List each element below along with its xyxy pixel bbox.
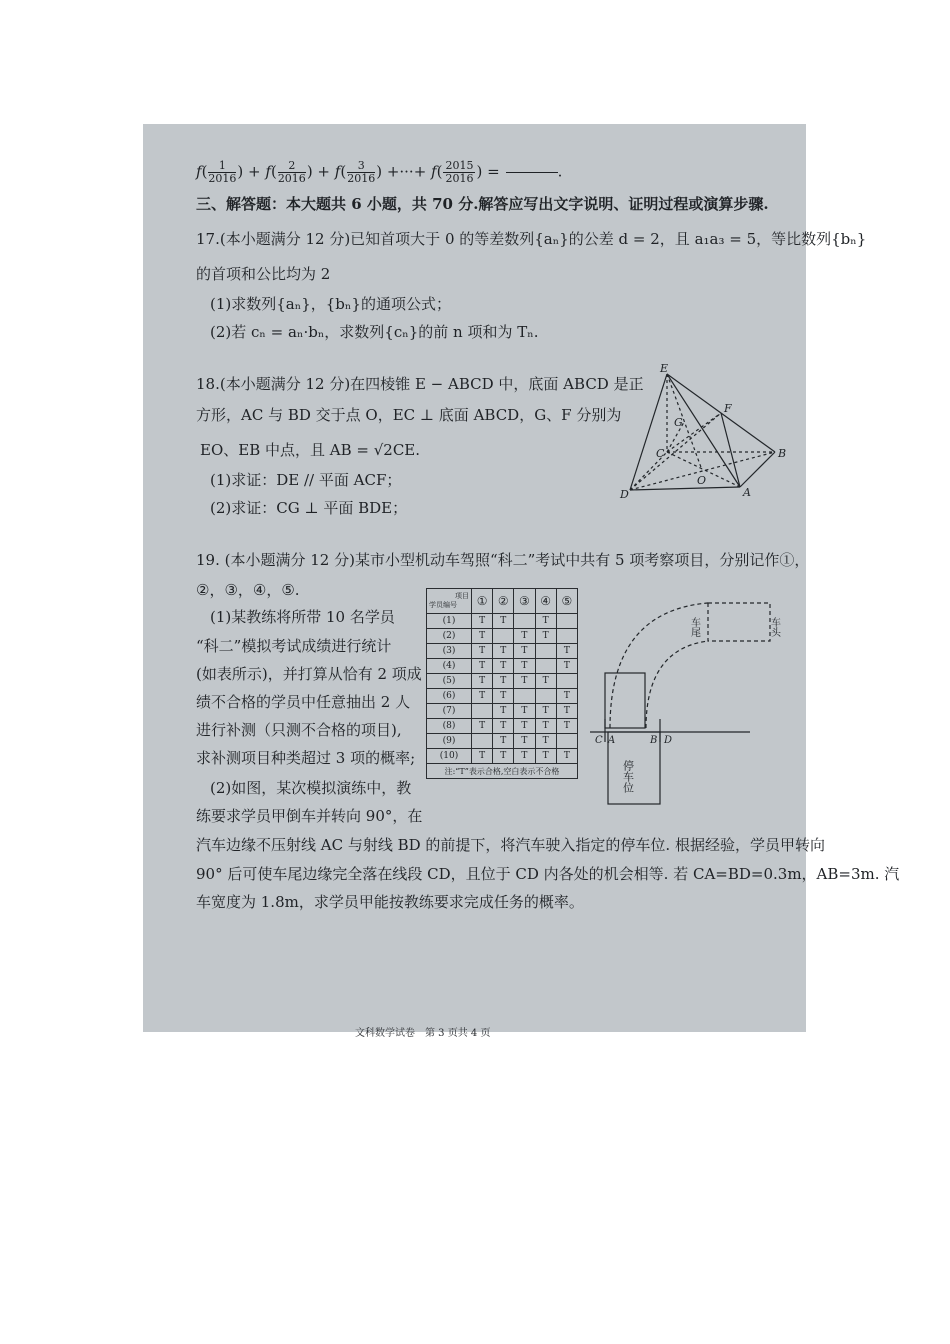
table-cell: T xyxy=(493,614,514,629)
table-row xyxy=(427,629,578,644)
header-corner xyxy=(427,589,472,614)
table-cell xyxy=(472,734,493,749)
table-note: 注:“T”表示合格,空白表示不合格 xyxy=(427,764,578,779)
row-id: (10) xyxy=(427,749,472,764)
table-row xyxy=(427,704,578,719)
table-cell: T xyxy=(556,719,577,734)
fraction: $\frac{2}{2016}$ xyxy=(277,159,306,185)
table-cell xyxy=(556,614,577,629)
q18-part2: (2)求证：CG ⊥ 平面 BDE； xyxy=(210,499,408,517)
table-cell: T xyxy=(493,689,514,704)
table-cell xyxy=(514,614,535,629)
table-cell: T xyxy=(514,644,535,659)
q19-p2-2: 练要求学员甲倒车并转向 90°，在 xyxy=(196,807,423,825)
q19-line2: ②，③，④，⑤. xyxy=(196,581,300,599)
header-student: 学员编号 xyxy=(429,601,457,609)
table-row xyxy=(427,749,578,764)
label-O: O xyxy=(697,474,707,487)
row-id: (3) xyxy=(427,644,472,659)
fraction: $\frac{1}{2016}$ xyxy=(208,159,237,185)
row-id: (9) xyxy=(427,734,472,749)
label-C: C xyxy=(656,447,665,460)
table-cell xyxy=(535,689,556,704)
table-cell: T xyxy=(472,659,493,674)
q19-p1-6: 求补测项目种类超过 3 项的概率; xyxy=(196,749,416,767)
section-heading: 三、解答题：本大题共 6 小题，共 70 分.解答应写出文字说明、证明过程或演算步骤. xyxy=(196,195,769,213)
row-id: (8) xyxy=(427,719,472,734)
table-cell: T xyxy=(493,749,514,764)
table-cell: T xyxy=(472,674,493,689)
q17-line2: 的首项和公比均为 2 xyxy=(196,265,331,283)
parking-spot-label: 停车位 xyxy=(621,760,635,793)
q18-line2: 方形，AC 与 BD 交于点 O，EC ⊥ 底面 ABCD，G、F 分别为 xyxy=(196,406,622,424)
label-D: D xyxy=(620,488,629,500)
table-cell: T xyxy=(556,659,577,674)
table-cell: T xyxy=(535,629,556,644)
table-row xyxy=(427,659,578,674)
table-cell xyxy=(535,659,556,674)
table-cell: T xyxy=(535,734,556,749)
table-cell: T xyxy=(514,749,535,764)
table-note-row xyxy=(427,764,578,779)
car-tail-label: 车尾 xyxy=(688,617,700,637)
table-cell: T xyxy=(472,644,493,659)
table-cell: T xyxy=(493,734,514,749)
table-cell: T xyxy=(556,704,577,719)
table-cell: T xyxy=(472,629,493,644)
table-cell: T xyxy=(535,704,556,719)
table-cell: T xyxy=(493,644,514,659)
table-row xyxy=(427,689,578,704)
table-cell: T xyxy=(472,749,493,764)
q18-part1: (1)求证：DE // 平面 ACF； xyxy=(210,471,402,489)
table-cell: T xyxy=(472,614,493,629)
table-cell xyxy=(514,689,535,704)
row-id: (1) xyxy=(427,614,472,629)
label-E: E xyxy=(660,362,669,375)
page-footer: 文科数学试卷 第 3 页共 4 页 xyxy=(355,1028,491,1039)
row-id: (2) xyxy=(427,629,472,644)
car-head-label: 车头 xyxy=(768,617,780,637)
table-cell: T xyxy=(493,719,514,734)
header-item: 项目 xyxy=(455,592,469,600)
table-cell xyxy=(472,704,493,719)
label-A: A xyxy=(608,735,616,746)
row-id: (5) xyxy=(427,674,472,689)
parking-diagram xyxy=(590,595,790,810)
row-id: (6) xyxy=(427,689,472,704)
table-cell: T xyxy=(514,629,535,644)
fraction: $\frac{3}{2016}$ xyxy=(347,159,376,185)
table-row xyxy=(427,674,578,689)
q19-p2-3: 汽车边缘不压射线 AC 与射线 BD 的前提下，将汽车驶入指定的停车位. 根据经验，学员甲转向 xyxy=(196,836,825,854)
pyramid-figure xyxy=(610,360,800,500)
table-cell xyxy=(556,734,577,749)
table-cell: T xyxy=(493,704,514,719)
table-cell: T xyxy=(514,734,535,749)
table-cell: T xyxy=(535,674,556,689)
column-header: ③ xyxy=(514,589,535,614)
q19-p1-3: (如表所示)，并打算从恰有 2 项成 xyxy=(196,665,422,683)
table-cell: T xyxy=(472,689,493,704)
table-cell: T xyxy=(556,689,577,704)
table-cell: T xyxy=(535,719,556,734)
label-F: F xyxy=(724,402,732,415)
q18-line1: 18.(本小题满分 12 分)在四棱锥 E − ABCD 中，底面 ABCD 是正 xyxy=(196,375,644,393)
label-D: D xyxy=(664,735,673,746)
q19-p1-1: (1)某教练将所带 10 名学员 xyxy=(210,608,395,626)
table-cell: T xyxy=(556,749,577,764)
table-cell xyxy=(493,629,514,644)
table-cell xyxy=(535,644,556,659)
answer-blank xyxy=(506,172,558,173)
label-A: A xyxy=(743,486,751,499)
table-cell: T xyxy=(556,644,577,659)
score-table xyxy=(426,588,578,779)
q17-part1: (1)求数列{aₙ}，{bₙ}的通项公式； xyxy=(210,295,451,313)
column-header: ⑤ xyxy=(556,589,577,614)
table-cell: T xyxy=(514,659,535,674)
column-header: ① xyxy=(472,589,493,614)
fraction: $\frac{2015}{2016}$ xyxy=(445,159,474,185)
column-header: ② xyxy=(493,589,514,614)
table-cell: T xyxy=(493,659,514,674)
q19-p1-2: “科二”模拟考试成绩进行统计 xyxy=(196,637,392,655)
table-cell: T xyxy=(535,749,556,764)
label-G: G xyxy=(674,416,683,429)
table-cell: T xyxy=(514,674,535,689)
label-C: C xyxy=(595,735,603,746)
q19-p2-4: 90° 后可使车尾边缘完全落在线段 CD，且位于 CD 内各处的机会相等. 若 CA=BD=0.3m，AB=3m. 汽 xyxy=(196,865,900,883)
table-row xyxy=(427,614,578,629)
q19-p2-5: 车宽度为 1.8m，求学员甲能按教练要求完成任务的概率。 xyxy=(196,893,584,911)
table-row xyxy=(427,719,578,734)
table-header-row xyxy=(427,589,578,614)
q17-line1: 17.(本小题满分 12 分)已知首项大于 0 的等差数列{aₙ}的公差 d = 2，且 a₁a₃ = 5，等比数列{bₙ} xyxy=(196,230,867,248)
q17-part2: (2)若 cₙ = aₙ·bₙ，求数列{cₙ}的前 n 项和为 Tₙ. xyxy=(210,323,539,341)
row-id: (7) xyxy=(427,704,472,719)
q19-p1-4: 绩不合格的学员中任意抽出 2 人 xyxy=(196,693,411,711)
table-row xyxy=(427,644,578,659)
column-header: ④ xyxy=(535,589,556,614)
q19-line1: 19. (本小题满分 12 分)某市小型机动车驾照“科二”考试中共有 5 项考察项目，分别记作①， xyxy=(196,551,810,569)
table-row xyxy=(427,734,578,749)
row-id: (4) xyxy=(427,659,472,674)
table-cell: T xyxy=(535,614,556,629)
table-cell: T xyxy=(514,704,535,719)
table-cell xyxy=(556,629,577,644)
q19-p2-1: (2)如图，某次模拟演练中，教 xyxy=(210,779,412,797)
q19-p1-5: 进行补测（只测不合格的项目), xyxy=(196,721,402,739)
table-cell: T xyxy=(472,719,493,734)
q18-line3: EO、EB 中点，且 AB = √2CE. xyxy=(200,441,421,459)
f-sum-line: f( $\frac{1}{2016}$ ) + f( $\frac{2}{2016}$ ) + f( $\frac{3}{2016}$ ) +···+ f( $\frac{2015}{2016}$ ) = . xyxy=(196,159,563,185)
table-cell: T xyxy=(514,719,535,734)
table-cell xyxy=(556,674,577,689)
label-B: B xyxy=(778,447,787,460)
label-B: B xyxy=(650,735,658,746)
table-cell: T xyxy=(493,674,514,689)
